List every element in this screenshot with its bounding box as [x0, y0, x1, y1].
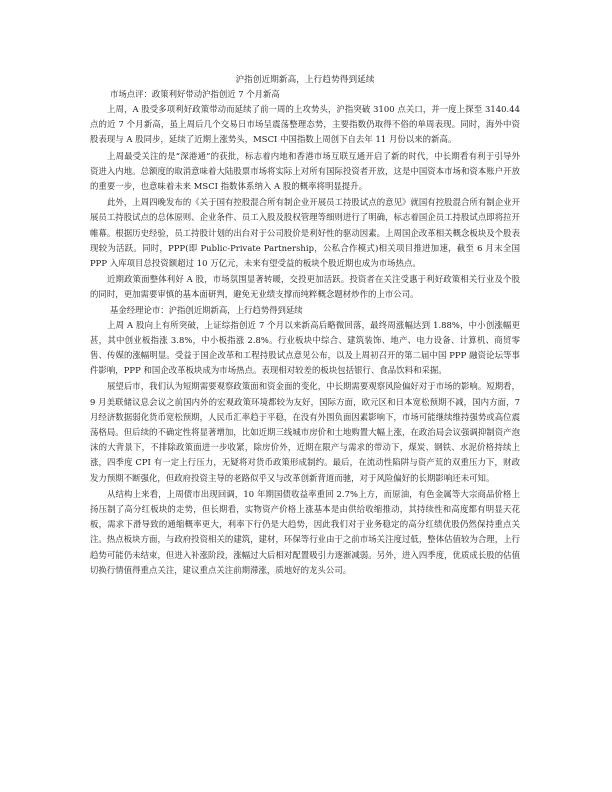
document-title: 沪指创近期新高，上行趋势得到延续 [235, 75, 375, 85]
paragraph: 从结构上来看，上周债市出现回调，10 年期国债收益率重回 2.7%上方，而原油，有色金属等大宗商品价格上扬压制了高分红板块的走势，但长期看，实物资产价格上涨基本是由供给收缩推动，其持续性和高度都有明显天花板，需求下滑导致的通缩概率更大，利率下行仍是大趋势，因此我们对于业务稳定的高分红绩优股仍然保持重点关注。热点板块方面，与政府投资相关的建筑，建材，环保等行业由于之前市场关注度过低，整体估值较为合理，上行趋势可能仍未结束，但进入补涨阶段，涨幅过大后相对配置吸引力逐渐减弱。另外，进入四季度，优质成长股的估值切换行情值得重点关注，建议重点关注前期滞涨，质地好的龙头公司。 [90, 488, 520, 575]
document-page [90, 74, 520, 579]
section-heading-market-review: 市场点评：政策利好带动沪指创近 7 个月新高 [110, 89, 280, 99]
paragraph: 近期政策面整体利好 A 股，市场氛围显著转暖，交投更加活跃。投资者在关注受惠于利好政策相关行业及个股的同时，更加需要审慎的基本面研判，避免无业绩支撑而纯粹概念题材炒作的上市公司。 [90, 274, 520, 300]
paragraph: 上周最受关注的是“深港通”的获批，标志着内地和香港市场互联互通开启了新的时代，中长期看有利于引导外资进入内地。总额度的取消意味着大陆股票市场将实际上对所有国际投资者开放，这是中国资本市场和资本账户开放的重要一步，也意味着未来 MSCI 指数体系纳入 A 股的概率将明显提升。 [90, 150, 520, 192]
paragraph: 展望后市，我们认为短期需要观察政策面和资金面的变化，中长期需要观察风险偏好对于市场的影响。短期看，9 月美联储议息会议之前国内外的宏观政策环境都较为友好，国际方面，欧元区和日本宽松预期不减，国内方面，7 月经济数据弱化货币宽松预期，人民币汇率趋于平稳，在没有外围负面因素影响下，市场可能继续维持强势或高位震荡格局。但后续的不确定性将显著增加，比如近期三线城市房价和土地购置大幅上涨，在政治局会议强调抑制资产泡沫的大背景下，不排除政策面进一步收紧，除房价外，近期在限产与需求的带动下，煤炭、钢铁、水泥价格持续上涨，四季度 CPI 有一定上行压力，无疑将对货币政策形成制约。最后，在流动性陷阱与资产荒的双重压力下，财政发力预期不断强化，但政府投资主导的老路似乎又与改革创新背道而驰，对于风险偏好的长期影响还未可知。 [90, 381, 520, 483]
paragraph: 上周 A 股向上有所突破，上证综指创近 7 个月以来新高后略微回落，最终周涨幅达到 1.88%，中小创涨幅更甚，其中创业板指涨 3.8%，中小板指涨 2.8%。行业板块中综合、建筑装饰、地产、电力设备、计算机、商贸零售、传媒的涨幅明显。受益于国企改革和工程持股试点意见公布，以及上周初召开的第二届中国 PPP 融资论坛等事件影响，PPP 和国企改革板块成为市场热点。表现相对较差的板块包括银行、食品饮料和采掘。 [90, 319, 520, 376]
paragraph: 此外，上周四晚发布的《关于国有控股混合所有制企业开展员工持股试点的意见》就国有控股混合所有制企业开展员工持股试点的总体原则、企业条件、员工入股及股权管理等细则进行了明确，标志着国企员工持股试点即将拉开帷幕。根据历史经验，员工持股计划的出台对于公司股价是利好性的驱动因素。上周国企改革相关概念板块及个股表现较为活跃。同时，PPP(即 Public-Private Partnership，公私合作模式)相关项目推进加速，截至 6 月末全国 PPP 入库项目总投资额超过 10 万亿元，未来有望受益的板块个股近期也成为市场热点。 [90, 197, 520, 269]
paragraph: 上周，A 股受多项利好政策带动而延续了前一周的上攻势头，沪指突破 3100 点关口，并一度上探至 3140.44 点的近 7 个月新高，虽上周后几个交易日市场呈震荡整理态势，主要指数仍取得不俗的单周表现。同时，海外中资股表现与 A 股同步，延续了近期上涨势头，MSCI 中国指数上周创下自去年 11 月份以来的新高。 [90, 104, 520, 145]
section-heading-fund-manager: 基金经理论市：沪指创近期新高，上行趋势得到延续 [110, 304, 303, 315]
